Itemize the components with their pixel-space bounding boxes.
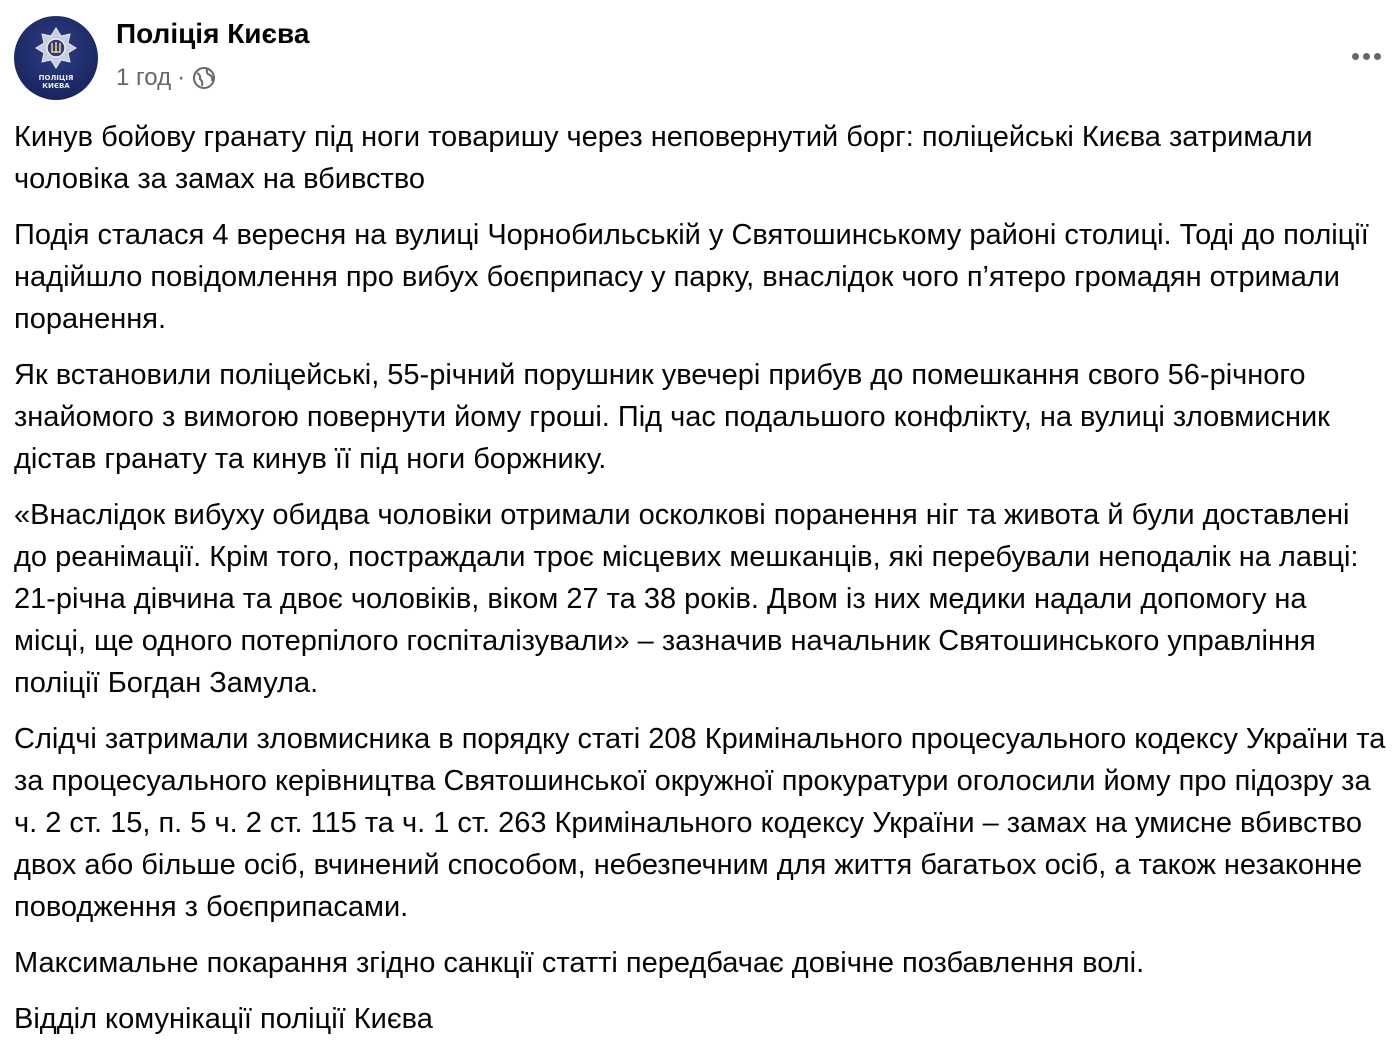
- post-meta: [116, 64, 217, 92]
- post-signature: Відділ комунікації поліції Києва: [14, 1003, 433, 1035]
- more-dot: [1363, 53, 1370, 60]
- more-dot: [1374, 53, 1381, 60]
- post-paragraph: Слідчі затримали зловмисника в порядку статі 208 Кримінального процесуального кодексу України та за процесуального керівництва Святошинської окружної прокуратури оголосили йому про підозру за ч. 2 ст. 15, п. 5 ч. 2 ст. 115 та ч. 1 ст. 263 Кримінального кодексу України – замах на умисне вбивство двох або більше осіб, вчинений способом, небезпечним для життя багатьох осіб, а також незаконне поводження з боєприпасами.: [14, 723, 1386, 923]
- post-text: [14, 116, 1386, 1054]
- more-options-icon[interactable]: [1346, 38, 1386, 74]
- globe-icon[interactable]: [191, 65, 217, 91]
- more-dot: [1352, 53, 1359, 60]
- author-name[interactable]: Поліція Києва: [116, 18, 310, 49]
- post-quote: «Внаслідок вибуху обидва чоловіки отримали осколкові поранення ніг та живота й були доставлені до реанімації. Крім того, постраждали троє місцевих мешканців, які перебували неподалік на лавці: 21-річна дівчина та двоє чоловіків, віком 27 та 38 років. Двом із них медики надали допомогу на місці, ще одного потерпілого госпіталізували» – зазначив начальник Святошинського управління поліції Богдан Замула.: [14, 499, 1359, 699]
- post-paragraph: Максимальне покарання згідно санкції статті передбачає довічне позбавлення волі.: [14, 947, 1145, 979]
- post-headline: Кинув бойову гранату під ноги товаришу через неповернутий борг: поліцейські Києва затримали чоловіка за замах на вбивство: [14, 121, 1313, 195]
- post-time[interactable]: 1 год: [116, 64, 172, 91]
- post-paragraph: Як встановили поліцейські, 55-річний порушник увечері прибув до помешкання свого 56-річного знайомого з вимогою повернути йому гроші. Під час подальшого конфлікту, на вулиці зловмисник дістав гранату та кинув її під ноги боржнику.: [14, 359, 1330, 475]
- avatar-label: ПОЛІЦІЯ КИЄВА: [38, 74, 74, 90]
- avatar[interactable]: [14, 16, 98, 100]
- meta-separator: ·: [177, 64, 186, 91]
- post-paragraph: Подія сталася 4 вересня на вулиці Чорнобильській у Святошинському районі столиці. Тоді до поліції надійшло повідомлення про вибух боєприпасу у парку, внаслідок чого п’ятеро громадян отримали поранення.: [14, 219, 1369, 335]
- post-header: [14, 16, 1386, 102]
